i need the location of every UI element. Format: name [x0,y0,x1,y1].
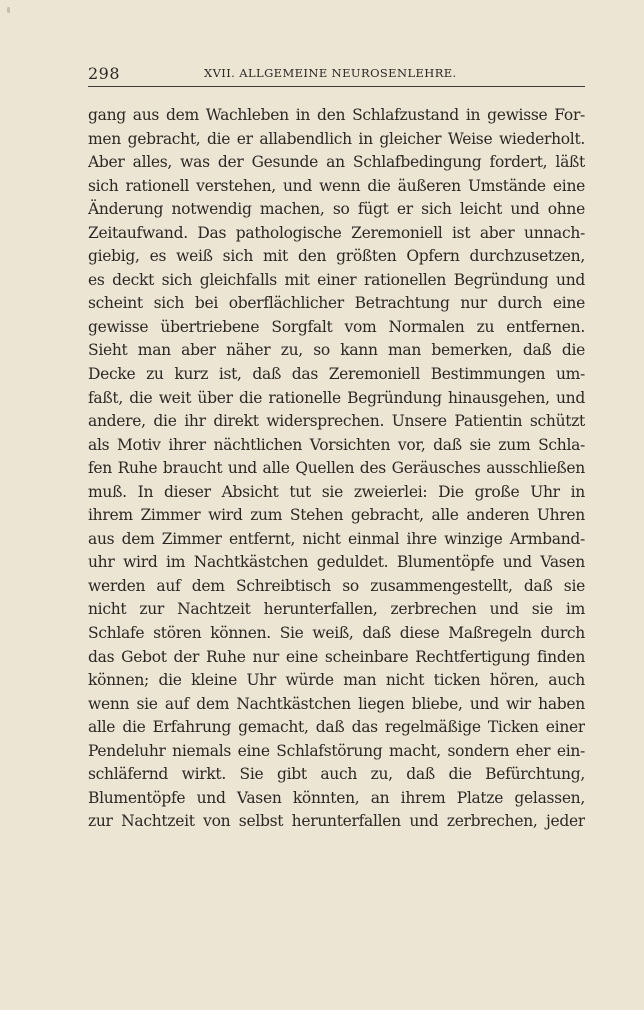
page-number: 298 [88,64,121,83]
text-line: Pendeluhr niemals eine Schlafstörung macht, sondern eher ein- [88,741,585,760]
text-line: alle die Erfahrung gemacht, daß das regelmäßige Ticken einer [88,718,585,737]
text-line: men gebracht, die er allabendlich in gleicher Weise wiederholt. [88,129,585,148]
text-line: faßt, die weit über die rationelle Begründung hinausgehen, und [88,388,585,407]
text-line: Sieht man aber näher zu, so kann man bemerken, daß die [88,341,585,360]
text-line: das Gebot der Ruhe nur eine scheinbare Rechtfertigung finden [88,647,585,666]
paper-blemish [7,7,10,13]
text-line: als Motiv ihrer nächtlichen Vorsichten vor, daß sie zum Schla- [88,435,585,454]
text-line: Blumentöpfe und Vasen könnten, an ihrem Platze gelassen, [88,788,585,807]
text-line: Decke zu kurz ist, daß das Zeremoniell Bestimmungen um- [88,365,585,384]
page-header [88,64,585,87]
text-line: andere, die ihr direkt widersprechen. Unsere Patientin schützt [88,412,585,431]
text-line: nicht zur Nachtzeit herunterfallen, zerbrechen und sie im [88,600,585,619]
text-line: es deckt sich gleichfalls mit einer rationellen Begründung und [88,270,585,289]
text-line: fen Ruhe braucht und alle Quellen des Geräusches ausschließen [88,459,585,478]
running-head: XVII. ALLGEMEINE NEUROSENLEHRE. [204,66,457,80]
text-line: Zeitaufwand. Das pathologische Zeremoniell ist aber unnach- [88,223,585,242]
text-line: schläfernd wirkt. Sie gibt auch zu, daß die Befürchtung, [88,765,585,784]
text-line: giebig, es weiß sich mit den größten Opfern durchzusetzen, [88,247,585,266]
text-line: aus dem Zimmer entfernt, nicht einmal ihre winzige Armband- [88,529,585,548]
text-line: Aber alles, was der Gesunde an Schlafbedingung fordert, läßt [88,153,585,172]
text-line: Änderung notwendig machen, so fügt er sich leicht und ohne [88,200,585,219]
text-line: können; die kleine Uhr würde man nicht ticken hören, auch [88,671,585,690]
text-line: zur Nachtzeit von selbst herunterfallen und zerbrechen, jeder [88,812,585,831]
text-line: scheint sich bei oberflächlicher Betrachtung nur durch eine [88,294,585,313]
text-line: werden auf dem Schreibtisch so zusammengestellt, daß sie [88,576,585,595]
text-line: ihrem Zimmer wird zum Stehen gebracht, alle anderen Uhren [88,506,585,525]
body-text [88,104,585,834]
text-line: muß. In dieser Absicht tut sie zweierlei: Die große Uhr in [88,482,585,501]
text-line: wenn sie auf dem Nachtkästchen liegen bliebe, und wir haben [88,694,585,713]
text-line: uhr wird im Nachtkästchen geduldet. Blumentöpfe und Vasen [88,553,585,572]
text-line: gang aus dem Wachleben in den Schlafzustand in gewisse For- [88,106,585,124]
text-line: gewisse übertriebene Sorgfalt vom Normalen zu entfernen. [88,317,585,336]
text-line: sich rationell verstehen, und wenn die äußeren Umstände eine [88,176,585,195]
text-line: Schlafe stören können. Sie weiß, daß diese Maßregeln durch [88,624,585,643]
